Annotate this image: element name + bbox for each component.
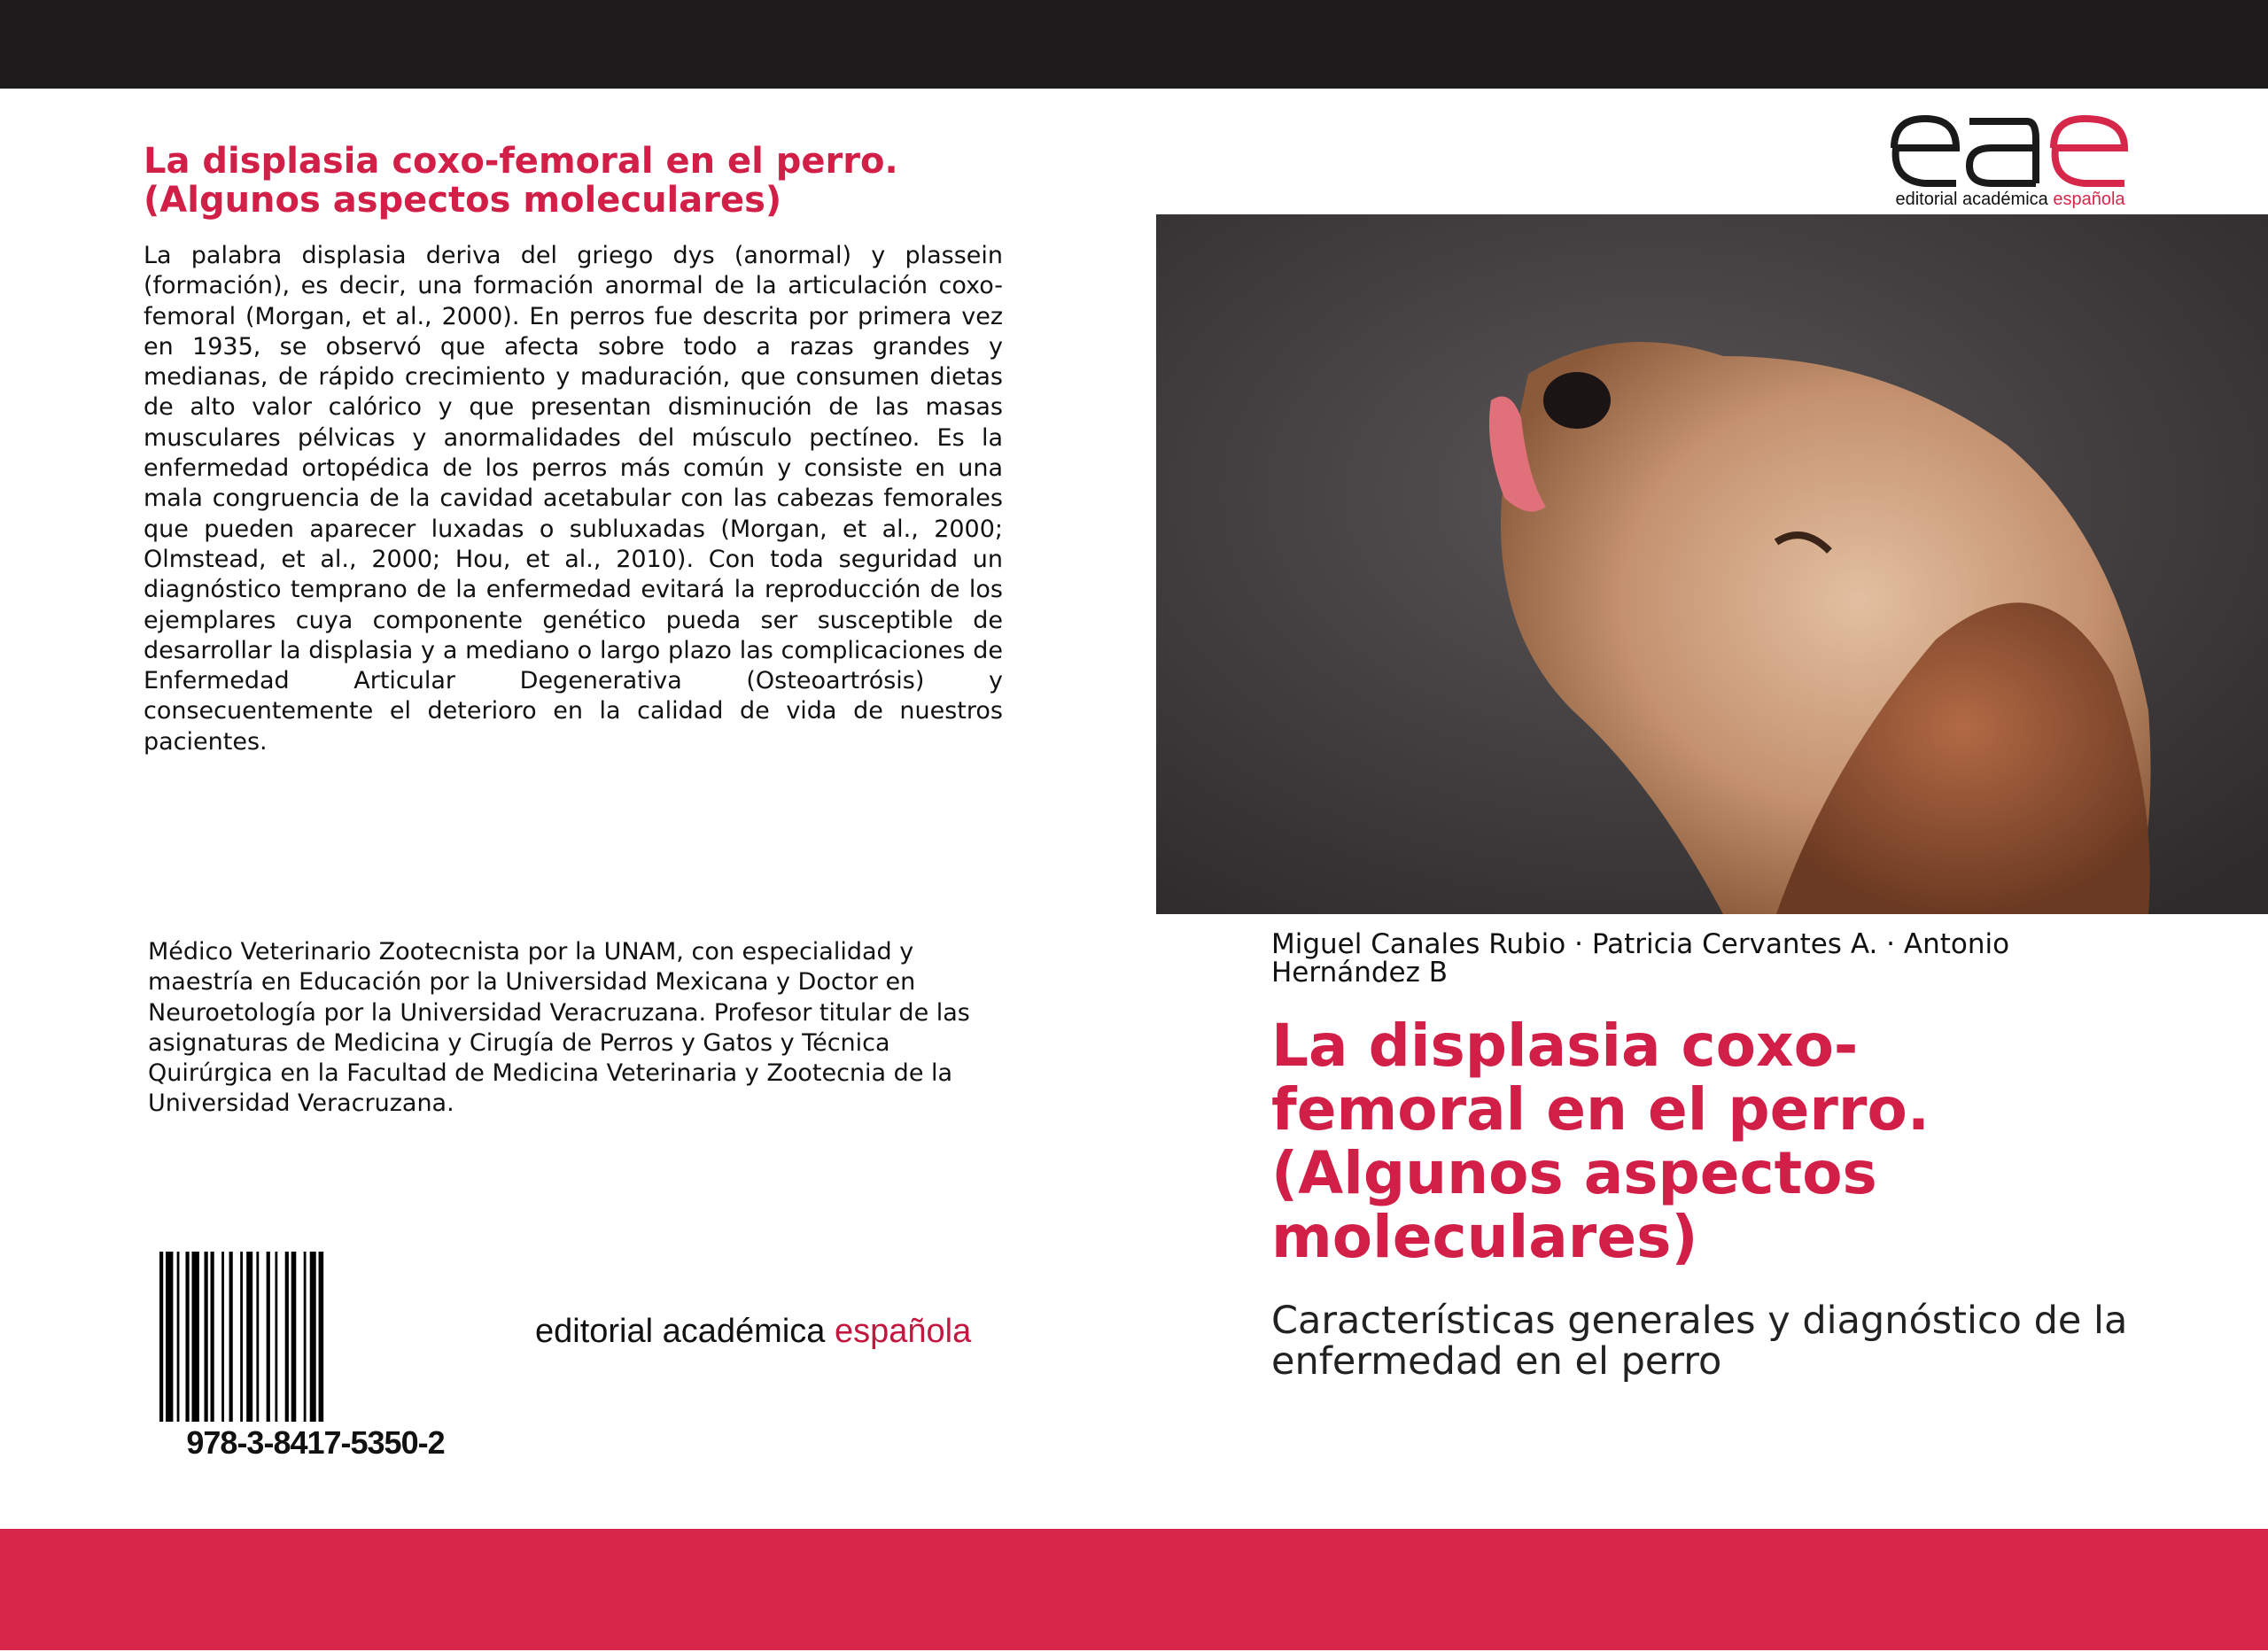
barcode-bar	[177, 1252, 180, 1422]
barcode-bar	[310, 1252, 316, 1422]
barcode-bar	[256, 1252, 259, 1422]
barcode-bar	[319, 1252, 324, 1422]
barcode-bar	[185, 1252, 189, 1422]
barcode-bar	[291, 1252, 297, 1422]
barcode-bar	[246, 1252, 252, 1422]
bottom-bar	[0, 1529, 2268, 1650]
barcode-bar	[229, 1252, 233, 1422]
cover-photo-dog	[1156, 214, 2268, 914]
barcode-bar	[240, 1252, 243, 1422]
logo-text-accent: española	[2053, 190, 2125, 209]
back-cover-title: La displasia coxo-femoral en el perro. (Algunos aspectos moleculares)	[144, 141, 898, 221]
barcode	[159, 1252, 471, 1422]
front-cover-subtitle: Características generales y diagnóstico de la enfermedad en el perro	[1271, 1299, 2128, 1384]
isbn: 978-3-8417-5350-2	[186, 1424, 445, 1461]
barcode-bar	[285, 1252, 289, 1422]
barcode-bar	[267, 1252, 270, 1422]
barcode-bar	[166, 1252, 173, 1422]
barcode-bar	[275, 1252, 277, 1422]
barcode-bar	[205, 1252, 208, 1422]
barcode-bar	[221, 1252, 224, 1422]
barcode-bar	[304, 1252, 307, 1422]
barcode-bar	[211, 1252, 214, 1422]
publisher-accent: española	[834, 1313, 972, 1350]
publisher-name	[535, 1313, 971, 1351]
logo-text-main: editorial académica	[1895, 190, 2048, 209]
barcode-bar	[159, 1252, 163, 1422]
author-bio: Médico Veterinario Zootecnista por la UNAM, con especialidad y maestría en Educación por la Universidad Mexicana y Doctor en Neuroetología por la Universidad Veracruzana. Profesor titular de las asignaturas de Medicina y Cirugía de Perros y Gatos y Técnica Quirúrgica en la Facultad de Medicina Veterinaria y Zootecnia de la Universidad Veracruzana.	[148, 938, 970, 1118]
logo-text	[1885, 190, 2135, 210]
top-bar	[0, 0, 2268, 89]
front-cover-title: La displasia coxo-femoral en el perro. (Algunos aspectos moleculares)	[1271, 1012, 1930, 1271]
authors: Miguel Canales Rubio · Patricia Cervantes A. · Antonio Hernández B	[1271, 928, 2010, 989]
publisher-main: editorial académica	[535, 1313, 826, 1350]
barcode-bar	[191, 1252, 198, 1422]
back-cover-description: La palabra displasia deriva del griego dys (anormal) y plassein (formación), es decir, una formación anormal de la articulación coxo-femoral (Morgan, et al., 2000). En perros fue descrita por primera vez en 1935, se observó que afecta sobre todo a razas grandes y medianas, de rápido crecimiento y maduración, que consumen dietas de alto valor calórico y que presentan disminución de las masas musculares pélvicas y anormalidades del músculo pectíneo. Es la enfermedad ortopédica de los perros más común y consiste en una mala congruencia de la cavidad acetabular con las cabezas femorales que pueden aparecer luxadas o subluxadas (Morgan, et al., 2000; Olmstead, et al., 2000; Hou, et al., 2010). Con toda seguridad un diagnóstico temprano de la enfermedad evitará la reproducción de los ejemplares cuya componente genético pueda ser susceptible de desarrollar la displasia y a mediano o largo plazo las complicaciones de Enfermedad Articular Degenerativa (Osteoartrósis) y consecuentemente el deterioro en la calidad de vida de nuestros pacientes.	[144, 242, 1003, 756]
